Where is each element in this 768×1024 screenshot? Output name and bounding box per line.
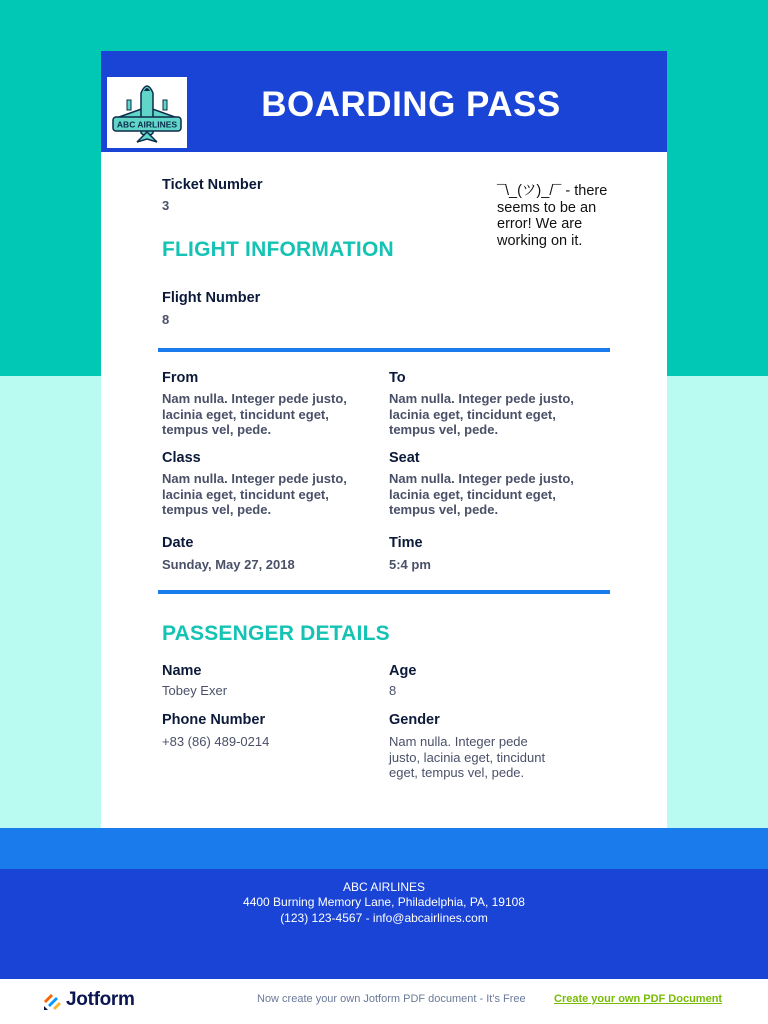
page-title: BOARDING PASS: [261, 85, 561, 124]
gender-value: Nam nulla. Integer pede justo, lacinia eget, tincidunt eget, tempus vel, pede.: [389, 734, 546, 780]
phone-number-label: Phone Number: [162, 712, 266, 728]
phone-number-value: +83 (86) 489-0214: [162, 734, 270, 749]
boarding-pass-header: [101, 51, 667, 152]
from-value: Nam nulla. Integer pede justo, lacinia eget, tincidunt eget, tempus vel, pede.: [162, 391, 347, 437]
footer-company: ABC AIRLINES: [342, 880, 426, 894]
footer-contact: (123) 123-4567 - info@abcairlines.com: [280, 911, 488, 925]
name-value: Tobey Exer: [162, 683, 228, 698]
jotform-logo-icon: [42, 991, 62, 1011]
seat-value: Nam nulla. Integer pede justo, lacinia eget, tincidunt eget, tempus vel, pede.: [389, 471, 574, 517]
date-value: Sunday, May 27, 2018: [162, 557, 295, 572]
class-value: Nam nulla. Integer pede justo, lacinia eget, tincidunt eget, tempus vel, pede.: [162, 471, 347, 517]
divider: [158, 590, 610, 594]
airline-logo: [107, 77, 187, 148]
footer-accent-bar: [0, 828, 768, 869]
to-label: To: [389, 370, 406, 386]
ticket-number-value: 3: [162, 198, 170, 213]
flight-number-label: Flight Number: [162, 290, 261, 306]
jotform-bar: [0, 979, 768, 1024]
gender-label: Gender: [389, 712, 440, 728]
from-label: From: [162, 370, 199, 386]
divider: [158, 348, 610, 352]
age-value: 8: [389, 683, 397, 698]
time-value: 5:4 pm: [389, 557, 431, 572]
ticket-number-label: Ticket Number: [162, 177, 263, 193]
create-pdf-link[interactable]: Create your own PDF Document: [554, 993, 723, 1005]
error-message: ¯\_(ツ)_/¯ - there seems to be an error! We are working on it.: [497, 183, 608, 249]
date-label: Date: [162, 535, 194, 551]
boarding-pass-card: [101, 51, 667, 828]
flight-information-heading: FLIGHT INFORMATION: [162, 238, 394, 261]
flight-number-value: 8: [162, 312, 170, 327]
airline-footer: [0, 869, 768, 979]
jotform-brand: Jotform: [66, 989, 135, 1010]
seat-label: Seat: [389, 450, 420, 466]
logo-text: ABC AIRLINES: [116, 119, 178, 130]
class-label: Class: [162, 450, 201, 466]
age-label: Age: [389, 663, 417, 679]
promo-text: Now create your own Jotform PDF document - It's Free: [257, 993, 526, 1005]
time-label: Time: [389, 535, 423, 551]
passenger-details-heading: PASSENGER DETAILS: [162, 622, 390, 645]
airplane-logo-icon: [107, 77, 187, 148]
footer-address: 4400 Burning Memory Lane, Philadelphia, PA, 19108: [243, 895, 525, 909]
to-value: Nam nulla. Integer pede justo, lacinia eget, tincidunt eget, tempus vel, pede.: [389, 391, 574, 437]
name-label: Name: [162, 663, 202, 679]
